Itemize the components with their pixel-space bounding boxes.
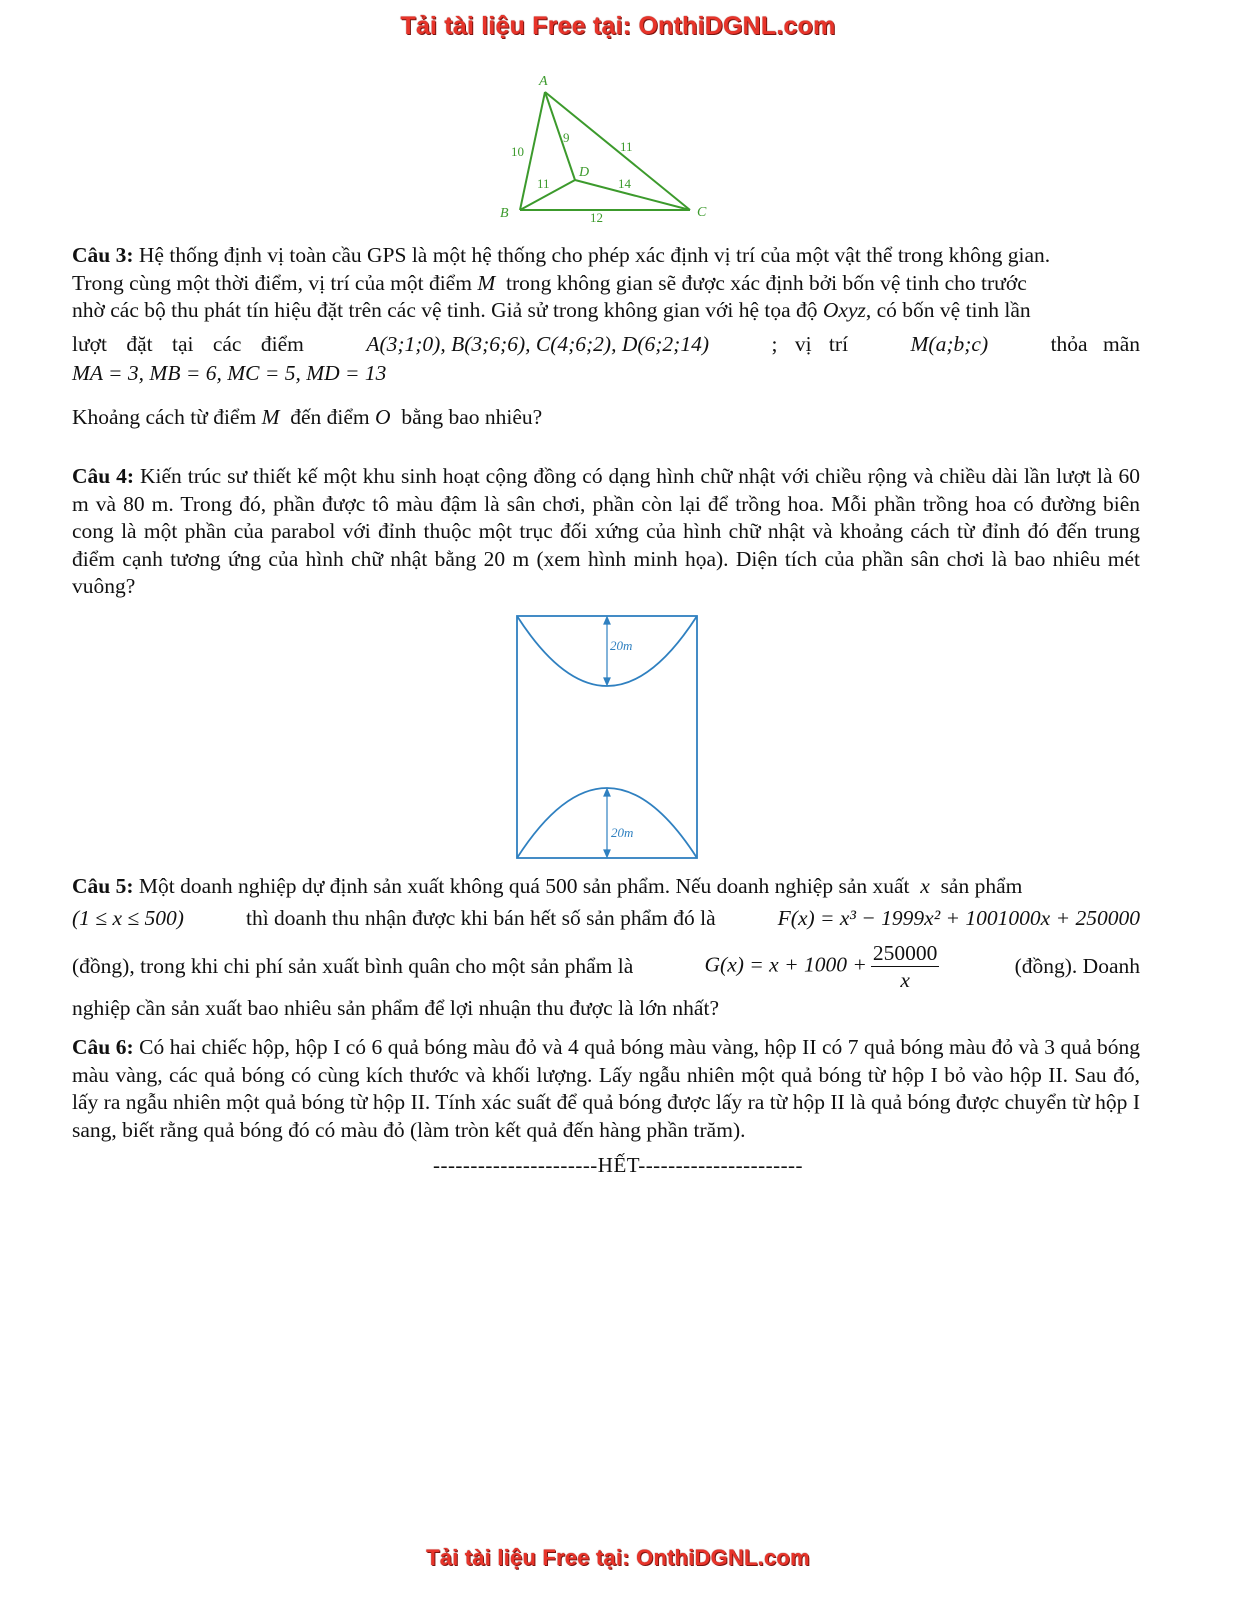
top-dimension-label: 20m xyxy=(610,638,633,653)
q3-line2a: Trong cùng một thời điểm, vị trí của một điểm xyxy=(72,270,472,295)
vertex-label-b: B xyxy=(500,206,509,221)
bottom-arrow-down xyxy=(604,850,610,857)
q3-line3a: nhờ các bộ thu phát tín hiệu đặt trên các vệ tinh. Giả sử trong không gian với hệ tọa độ xyxy=(72,298,818,322)
q4-heading: Câu 4: xyxy=(72,464,135,488)
question-4 xyxy=(72,463,1140,601)
q3-line4b: ; vị trí xyxy=(771,331,849,356)
edge-label-ac: 11 xyxy=(620,139,633,154)
garden-figure xyxy=(514,613,700,861)
q5-fraction-denominator: x xyxy=(900,968,910,992)
edge-label-dc: 14 xyxy=(618,176,631,191)
q5-heading: Câu 5: xyxy=(72,874,134,898)
q3-oxyz: Oxyz xyxy=(822,298,866,322)
q5-line3a: (đồng), trong khi chi phí sản xuất bình quân cho một sản phẩm là xyxy=(72,953,634,978)
q3-question-m: M xyxy=(261,404,280,429)
q5-line3b: (đồng). Doanh xyxy=(1014,953,1140,978)
q5-range: (1 ≤ x ≤ 500) xyxy=(72,905,184,930)
edge-label-ad: 9 xyxy=(563,130,570,145)
q5-line1b: sản phẩm xyxy=(940,874,1023,898)
triangle-edges xyxy=(520,92,690,210)
q3-heading: Câu 3: xyxy=(72,243,134,267)
triangle-figure xyxy=(495,70,725,230)
vertex-label-a: A xyxy=(539,74,548,89)
q5-x: x xyxy=(920,874,930,898)
edge-label-bc: 12 xyxy=(590,210,603,225)
top-arrow-down xyxy=(604,678,610,685)
q5-line4: nghiệp cần sản xuất bao nhiêu sản phẩm để lợi nhuận thu được là lớn nhất? xyxy=(72,996,719,1020)
q3-line4c: thỏa mãn xyxy=(1050,331,1140,356)
q5-line1a: Một doanh nghiệp dự định sản xuất không quá 500 sản phẩm. Nếu doanh nghiệp sản xuất xyxy=(138,874,910,898)
q4-text: Kiến trúc sư thiết kế một khu sinh hoạt cộng đồng có dạng hình chữ nhật với chiều rộng và chiều dài lần lượt là 60 m và 80 m. Trong đó, phần được tô màu đậm là sân chơi, phần còn lại để trồng hoa. Mỗi phần trồng hoa có đường biên cong là một phần của parabol với đỉnh thuộc một trục đối xứng của hình chữ nhật và khoảng cách từ đỉnh đó đến trung điểm cạnh tương ứng của hình chữ nhật bằng 20 m (xem hình minh họa). Diện tích của phần sân chơi là bao nhiêu mét vuông? xyxy=(72,464,1140,598)
q3-line1: Hệ thống định vị toàn cầu GPS là một hệ thống cho phép xác định vị trí của một vật thể trong không gian. xyxy=(138,243,1051,267)
q3-question-c: bằng bao nhiêu? xyxy=(401,404,543,429)
end-marker: ----------------------HẾT---------------------- xyxy=(432,1153,804,1177)
q3-conditions: MA = 3, MB = 6, MC = 5, MD = 13 xyxy=(72,361,387,385)
q6-text: Có hai chiếc hộp, hộp I có 6 quả bóng màu đỏ và 4 quả bóng màu vàng, hộp II có 7 quả bóng màu đỏ và 3 quả bóng màu vàng, các quả bóng có cùng kích thước và khối lượng. Lấy ngẫu nhiên một quả bóng từ hộp I bỏ vào hộp II. Sau đó, lấy ra ngẫu nhiên một quả bóng từ hộp II. Tính xác suất để quả bóng được lấy ra từ hộp II là quả bóng được chuyển từ hộp I sang, biết rằng quả bóng đó có màu đỏ (làm tròn kết quả đến hàng phần trăm). xyxy=(72,1035,1140,1142)
q6-heading: Câu 6: xyxy=(72,1035,134,1059)
q3-line4a: lượt đặt tại các điểm xyxy=(72,331,304,356)
q5-line2a: thì doanh thu nhận được khi bán hết số sản phẩm đó là xyxy=(245,905,716,930)
q3-point-m: M xyxy=(477,270,496,295)
q5-cost-formula: G(x) = x + 1000 + xyxy=(704,952,867,977)
top-arrow-up xyxy=(604,617,610,624)
question-6 xyxy=(72,1034,1140,1144)
vertex-label-d: D xyxy=(579,165,590,180)
q3-point-o: O xyxy=(375,404,391,429)
bottom-arrow-up xyxy=(604,789,610,796)
footer-banner[interactable]: Tải tài liệu Free tại: OnthiDGNL.com xyxy=(426,1545,810,1570)
header-banner[interactable]: Tải tài liệu Free tại: OnthiDGNL.com xyxy=(400,12,836,40)
q3-question-a: Khoảng cách từ điểm xyxy=(72,404,257,429)
edge-label-ab: 10 xyxy=(511,144,524,159)
edge-label-bd: 11 xyxy=(537,176,550,191)
q5-revenue-formula: F(x) = x³ − 1999x² + 1001000x + 250000 xyxy=(777,905,1140,930)
q3-line3b: , có bốn vệ tinh lần xyxy=(865,298,1031,322)
vertex-label-c: C xyxy=(697,205,707,220)
q3-mabc: M(a;b;c) xyxy=(910,331,989,356)
q5-cost-fraction xyxy=(871,940,940,993)
question-5 xyxy=(72,873,1140,1023)
q3-points: A(3;1;0), B(3;6;6), C(4;6;2), D(6;2;14) xyxy=(366,331,710,356)
edge-ac xyxy=(545,92,690,210)
bottom-dimension-label: 20m xyxy=(611,825,634,840)
q5-fraction-numerator: 250000 xyxy=(872,941,938,965)
question-3 xyxy=(72,242,1140,431)
q3-line2b: trong không gian sẽ được xác định bởi bốn vệ tinh cho trước xyxy=(505,270,1027,295)
q3-question-b: đến điểm xyxy=(290,404,370,429)
